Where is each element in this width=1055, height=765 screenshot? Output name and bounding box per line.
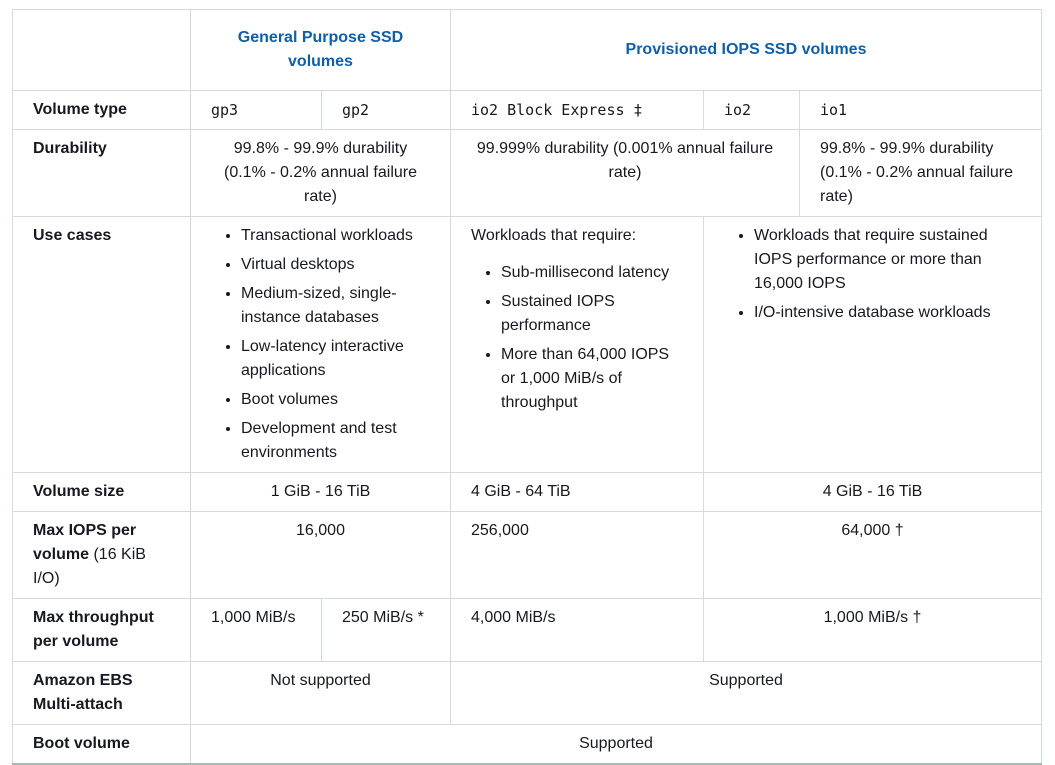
cell-iops-general: 16,000 xyxy=(191,512,451,599)
cell-io1: io1 xyxy=(800,91,1042,130)
cell-throughput-io: 1,000 MiB/s † xyxy=(704,599,1042,662)
list-item: • Sub-millisecond latency xyxy=(501,261,683,285)
cell-throughput-gp3: 1,000 MiB/s xyxy=(191,599,322,662)
cell-durability-io2: 99.999% durability (0.001% annual failure rate) xyxy=(451,130,800,217)
row-label: Volume size xyxy=(13,473,191,512)
row-volume-size xyxy=(13,473,1042,512)
cell-durability-io1: 99.8% - 99.9% durability (0.1% - 0.2% annual failure rate) xyxy=(800,130,1042,217)
row-label-bold: Max IOPS per volume xyxy=(33,522,137,563)
list-item: • Transactional workloads xyxy=(241,224,430,248)
row-volume-type xyxy=(13,91,1042,130)
header-row xyxy=(13,10,1042,91)
row-label: Amazon EBS Multi-attach xyxy=(13,662,191,725)
cell-io2-block-express: io2 Block Express ‡ xyxy=(451,91,704,130)
use-case-list xyxy=(471,261,683,415)
list-item: • Virtual desktops xyxy=(241,253,430,277)
use-case-list xyxy=(211,224,430,465)
cell-multi-attach-provisioned: Supported xyxy=(451,662,1042,725)
header-provisioned-iops: Provisioned IOPS SSD volumes xyxy=(451,10,1042,91)
row-max-throughput xyxy=(13,599,1042,662)
cell-size-io2-block-express: 4 GiB - 64 TiB xyxy=(451,473,704,512)
cell-throughput-gp2: 250 MiB/s * xyxy=(322,599,451,662)
list-item: • Development and test environments xyxy=(241,417,430,465)
cell-iops-io: 64,000 † xyxy=(704,512,1042,599)
list-item: • I/O-intensive database workloads xyxy=(754,301,1021,325)
cell-io2: io2 xyxy=(704,91,800,130)
cell-use-cases-io2-block-express xyxy=(451,217,704,473)
cell-use-cases-io2-io1 xyxy=(704,217,1042,473)
cell-boot-volume-all: Supported xyxy=(191,725,1042,765)
use-case-list xyxy=(724,224,1021,325)
row-durability xyxy=(13,130,1042,217)
header-corner-cell xyxy=(13,10,191,91)
cell-iops-io2-block-express: 256,000 xyxy=(451,512,704,599)
cell-throughput-io2-block-express: 4,000 MiB/s xyxy=(451,599,704,662)
use-case-intro: Workloads that require: xyxy=(471,227,637,244)
row-label: Use cases xyxy=(13,217,191,473)
cell-durability-general: 99.8% - 99.9% durability (0.1% - 0.2% annual failure rate) xyxy=(191,130,451,217)
cell-size-general: 1 GiB - 16 TiB xyxy=(191,473,451,512)
header-general-purpose: General Purpose SSD volumes xyxy=(191,10,451,91)
cell-size-io: 4 GiB - 16 TiB xyxy=(704,473,1042,512)
row-label: Durability xyxy=(13,130,191,217)
row-max-iops xyxy=(13,512,1042,599)
cell-gp3: gp3 xyxy=(191,91,322,130)
row-multi-attach xyxy=(13,662,1042,725)
row-label: Volume type xyxy=(13,91,191,130)
row-boot-volume xyxy=(13,725,1042,765)
row-use-cases xyxy=(13,217,1042,473)
ebs-volume-comparison-table xyxy=(12,9,1042,765)
row-label: Max throughput per volume xyxy=(13,599,191,662)
row-label-rest: (16 KiB I/O) xyxy=(33,546,146,587)
list-item: • Workloads that require sustained IOPS performance or more than 16,000 IOPS xyxy=(754,224,1021,296)
list-item: • Sustained IOPS performance xyxy=(501,290,683,338)
row-label xyxy=(13,512,191,599)
cell-use-cases-general xyxy=(191,217,451,473)
list-item: • Low-latency interactive applications xyxy=(241,335,430,383)
row-label: Boot volume xyxy=(13,725,191,765)
cell-gp2: gp2 xyxy=(322,91,451,130)
list-item: • Boot volumes xyxy=(241,388,430,412)
cell-multi-attach-general: Not supported xyxy=(191,662,451,725)
list-item: • Medium-sized, single-instance databases xyxy=(241,282,430,330)
list-item: • More than 64,000 IOPS or 1,000 MiB/s of throughput xyxy=(501,343,683,415)
